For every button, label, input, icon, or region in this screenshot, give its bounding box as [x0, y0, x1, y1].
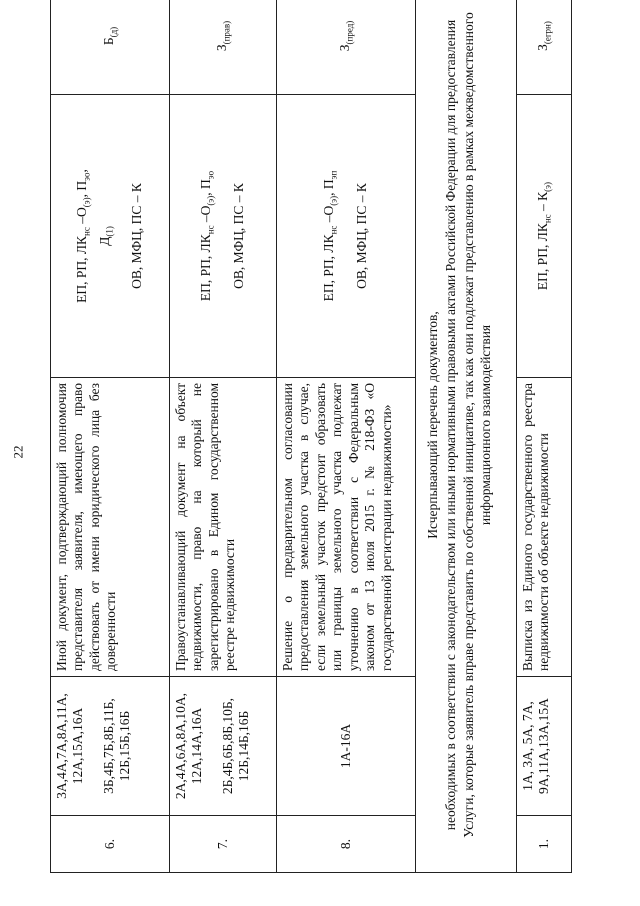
table-row: [517, 0, 572, 873]
row-number: 6.: [51, 816, 170, 873]
table-row: [277, 0, 416, 873]
submission-methods: ЕП, РП, $ЛК_{нс}$ $-О_{(э)}$, $П_{эо}$ ОВ, МФЦ, ПС – К: [170, 95, 277, 378]
document-name: Правоустанавливающий документ на объект недвижимости, право на который не зарегистрировано в Едином государственном реестре недвижимости: [170, 378, 277, 677]
document-name: Решение о предварительном согласовании предоставления земельного участка в случае, если земельный участок предстоит образовать или границы земельного участка подлежат уточнению в соответствии с Федеральным законом от 13 июля 2015 г. № 218-ФЗ «О государственной регистрации недвижимости»: [277, 378, 416, 677]
section-header-row: [416, 0, 517, 873]
submission-methods: ЕП, РП, $ЛК_{нс} - К_{(э)}$: [517, 95, 572, 378]
applicant-codes: 2А,4А,6А,8А,10А, 12А,14А,16А 2Б,4Б,6Б,8Б,10Б, 12Б,14Б,16Б: [170, 677, 277, 816]
applicant-codes: 3А,4А,7А,8А,11А, 12А,15А,16А 3Б,4Б,7Б,8Б,11Б, 12Б,15Б,16Б: [51, 677, 170, 816]
document-form: $З_{(пред)}$: [277, 0, 416, 95]
document-form: $Б_{(д)}$: [51, 0, 170, 95]
table-row: [170, 0, 277, 873]
submission-methods: ЕП, РП, $ЛК_{нс}$ $-О_{(э)}$, $П_{эп}$ ОВ, МФЦ, ПС – К: [277, 95, 416, 378]
row-number: 1.: [517, 816, 572, 873]
table-row: [51, 0, 170, 873]
document-name: Выписка из Единого государственного реестра недвижимости об объекте недвижимости: [517, 378, 572, 677]
documents-table: [50, 0, 572, 873]
document-form: $З_{(егрн)}$: [517, 0, 572, 95]
page-number: 22: [10, 445, 26, 459]
row-number: 7.: [170, 816, 277, 873]
document-name: Иной документ, подтверждающий полномочия представителя заявителя, имеющего право действовать от имени юридического лица без доверенности: [51, 378, 170, 677]
row-number: 8.: [277, 816, 416, 873]
applicant-codes: 1А, 3А, 5А, 7А, 9А,11А,13А,15А: [517, 677, 572, 816]
document-sheet: [50, 12, 610, 873]
section-title: Исчерпывающий перечень документов, необходимых в соответствии с законодательством или иными нормативными правовыми актами Российской Федерации для предоставления Услуги, которые заявитель вправе представить по собственной инициативе, так как они подлежат представлению в рамках межведомственного информационного взаимодействия: [416, 0, 517, 873]
submission-methods: ЕП, РП, $ЛК_{нс}$ $-О_{(э)}$, $П_{эо}$, $Д_{(1)}$ ОВ, МФЦ, ПС – К: [51, 95, 170, 378]
document-form: $З_{(прав)}$: [170, 0, 277, 95]
applicant-codes: 1А-16А: [277, 677, 416, 816]
